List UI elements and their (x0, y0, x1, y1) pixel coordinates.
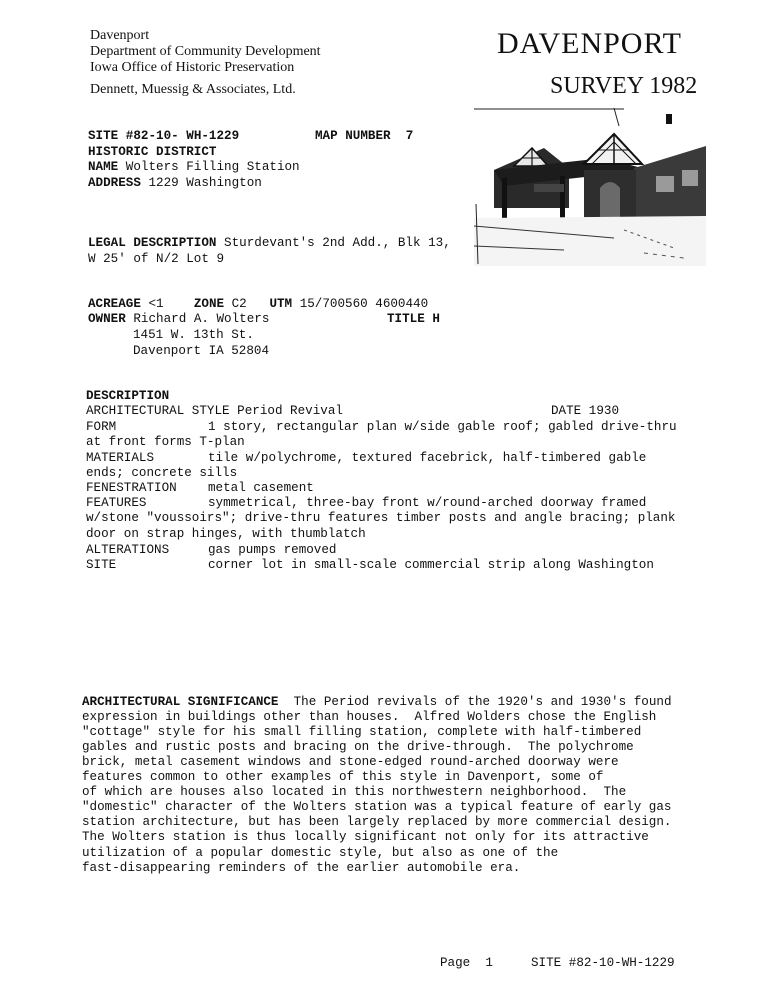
significance-line-1 (82, 695, 672, 710)
significance-text-8: "domestic" character of the Wolters station was a typical feature of early gas (82, 800, 672, 814)
alterations-label: ALTERATIONS (86, 543, 170, 557)
alterations-value: gas pumps removed (208, 543, 337, 557)
owner-label: OWNER (88, 312, 126, 326)
significance-text-2: expression in buildings other than houses. Alfred Wolders chose the English (82, 710, 657, 724)
materials-value-1: tile w/polychrome, textured facebrick, half-timbered gable (208, 451, 647, 465)
materials-value-2: ends; concrete sills (86, 466, 238, 480)
legal-label: LEGAL DESCRIPTION (88, 236, 217, 250)
name-line (88, 160, 300, 175)
fenestration-label: FENESTRATION (86, 481, 177, 495)
name-value: Wolters Filling Station (125, 160, 300, 174)
owner-value: Richard A. Wolters (133, 312, 270, 326)
page-indicator (440, 956, 493, 971)
significance-text-7: of which are houses also located in this northwestern neighborhood. The (82, 785, 627, 799)
style-line (86, 404, 343, 419)
materials-label: MATERIALS (86, 451, 155, 465)
acreage-label: ACREAGE (88, 297, 141, 311)
significance-text-6: features common to other examples of this style in Davenport, some of (82, 770, 604, 784)
title-label: TITLE (387, 312, 425, 326)
utm-label: UTM (269, 297, 293, 311)
significance-text-5: brick, metal casement windows and stone-edged round-arched doorway were (82, 755, 619, 769)
page-number: 1 (485, 956, 493, 970)
significance-text-3: "cottage" style for his small filling station, complete with half-timbered (82, 725, 642, 739)
features-label: FEATURES (86, 496, 147, 510)
site-description-value: corner lot in small-scale commercial strip along Washington (208, 558, 654, 572)
zone-value: C2 (231, 297, 247, 311)
significance-text-1: The Period revivals of the 1920's and 1930's found (293, 695, 672, 709)
significance-text-4: gables and rustic posts and bracing on the drive-through. The polychrome (82, 740, 634, 754)
footer-site-ref: SITE #82-10-WH-1229 (531, 956, 675, 970)
zone-label: ZONE (193, 297, 225, 311)
title-value: H (432, 312, 440, 326)
significance-text-10: The Wolters station is thus locally significant not only for its attractive (82, 830, 649, 844)
site-line (88, 129, 239, 144)
org-line-2: Department of Community Development (90, 44, 321, 59)
consultant-name: Dennett, Muessig & Associates, Ltd. (90, 82, 296, 97)
form-value-2: at front forms T-plan (86, 435, 245, 449)
style-value: Period Revival (237, 404, 343, 418)
acreage-line (88, 297, 428, 312)
legal-line-1 (88, 236, 451, 251)
address-label: ADDRESS (88, 176, 141, 190)
address-line (88, 176, 262, 191)
site-description-label: SITE (86, 558, 117, 572)
owner-address-1: 1451 W. 13th St. (133, 328, 254, 342)
date-label: DATE (551, 404, 582, 418)
date-value: 1930 (588, 404, 620, 418)
form-value-1: 1 story, rectangular plan w/side gable roof; gabled drive-thru (208, 420, 677, 434)
significance-text-12: fast-disappearing reminders of the earlier automobile era. (82, 861, 521, 875)
site-value: #82-10- WH-1229 (125, 129, 240, 143)
name-label: NAME (88, 160, 119, 174)
utm-value: 15/700560 4600440 (299, 297, 429, 311)
document-title: DAVENPORT (497, 27, 683, 60)
owner-address-2: Davenport IA 52804 (133, 344, 270, 358)
address-value: 1229 Washington (148, 176, 262, 190)
legal-line-2: W 25' of N/2 Lot 9 (88, 252, 225, 266)
significance-label: ARCHITECTURAL SIGNIFICANCE (82, 695, 279, 709)
style-label: ARCHITECTURAL STYLE (86, 404, 230, 418)
map-label: MAP NUMBER (315, 129, 391, 143)
map-number-line (315, 129, 413, 144)
features-value-1: symmetrical, three-bay front w/round-arched doorway framed (208, 496, 647, 510)
description-heading: DESCRIPTION (86, 389, 170, 403)
date-line (551, 404, 619, 419)
fenestration-value: metal casement (208, 481, 314, 495)
acreage-value: <1 (148, 297, 164, 311)
org-line-3: Iowa Office of Historic Preservation (90, 60, 295, 75)
document-subtitle: SURVEY 1982 (550, 73, 698, 99)
legal-value-1: Sturdevant's 2nd Add., Blk 13, (224, 236, 451, 250)
map-value: 7 (405, 129, 414, 143)
form-label: FORM (86, 420, 117, 434)
page-label: Page (440, 956, 471, 970)
title-line (387, 312, 440, 327)
building-photograph (474, 108, 706, 266)
features-value-3: door on strap hinges, with thumblatch (86, 527, 366, 541)
significance-text-11: utilization of a popular domestic style, but also as one of the (82, 846, 559, 860)
owner-line (88, 312, 269, 327)
features-value-2: w/stone "voussoirs"; drive-thru features timber posts and angle bracing; plank (86, 511, 676, 525)
site-label: SITE (88, 129, 119, 143)
significance-text-9: station architecture, but has been largely replaced by more commercial design. (82, 815, 672, 829)
historic-district-label: HISTORIC DISTRICT (88, 145, 217, 159)
org-line-1: Davenport (90, 28, 150, 43)
